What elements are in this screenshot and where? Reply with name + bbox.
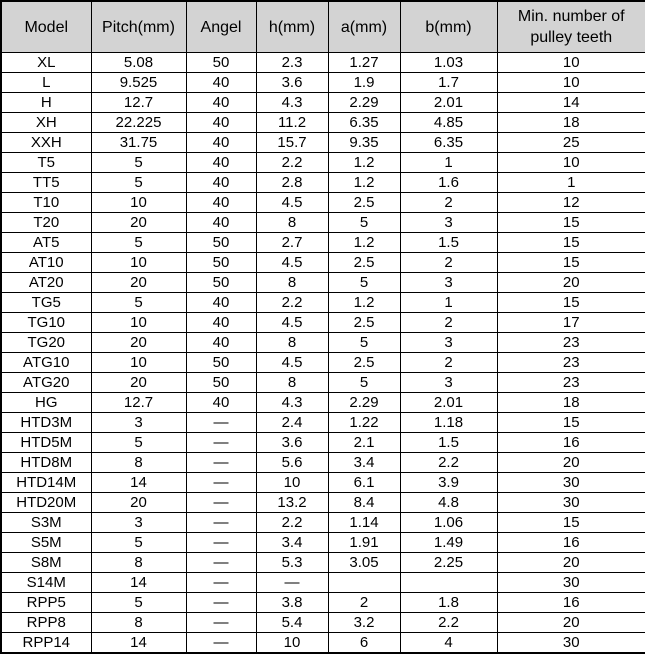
table-cell: — <box>186 493 256 513</box>
table-row <box>1 593 645 613</box>
table-row <box>1 53 645 73</box>
table-cell: 23 <box>497 353 645 373</box>
table-cell: TG10 <box>1 313 91 333</box>
table-cell: 10 <box>91 193 186 213</box>
table-cell: 5 <box>91 153 186 173</box>
header-a: a(mm) <box>328 1 400 53</box>
header-model: Model <box>1 1 91 53</box>
table-cell: 14 <box>91 633 186 654</box>
table-cell: RPP14 <box>1 633 91 654</box>
table-cell: 14 <box>91 473 186 493</box>
table-cell: 2.2 <box>256 153 328 173</box>
table-row <box>1 93 645 113</box>
table-cell: 20 <box>497 613 645 633</box>
table-cell: 4.5 <box>256 253 328 273</box>
table-cell: 14 <box>91 573 186 593</box>
table-cell: 1.2 <box>328 173 400 193</box>
table-cell: 20 <box>91 213 186 233</box>
table-cell: 3.2 <box>328 613 400 633</box>
header-min-teeth: Min. number of pulley teeth <box>497 1 645 53</box>
table-cell: 2 <box>400 353 497 373</box>
table-cell: 10 <box>256 633 328 654</box>
table-cell: — <box>186 553 256 573</box>
table-cell: 50 <box>186 53 256 73</box>
table-cell: T5 <box>1 153 91 173</box>
table-cell: 10 <box>497 73 645 93</box>
table-cell: 5 <box>328 333 400 353</box>
table-cell: 2.2 <box>256 513 328 533</box>
table-cell: — <box>186 453 256 473</box>
table-cell: 5 <box>91 433 186 453</box>
table-cell: 5.6 <box>256 453 328 473</box>
table-cell: S3M <box>1 513 91 533</box>
table-cell: 13.2 <box>256 493 328 513</box>
table-cell: 5 <box>91 533 186 553</box>
table-cell: 10 <box>497 153 645 173</box>
table-cell: 4.8 <box>400 493 497 513</box>
table-cell: 3.4 <box>328 453 400 473</box>
table-cell: 5 <box>328 213 400 233</box>
table-cell: 16 <box>497 433 645 453</box>
table-cell: 23 <box>497 373 645 393</box>
table-cell: 3 <box>91 513 186 533</box>
table-cell: H <box>1 93 91 113</box>
header-h: h(mm) <box>256 1 328 53</box>
table-cell: 30 <box>497 493 645 513</box>
table-cell: — <box>186 533 256 553</box>
table-cell: 40 <box>186 213 256 233</box>
table-cell: 10 <box>497 53 645 73</box>
table-cell: 40 <box>186 113 256 133</box>
table-cell: 2.25 <box>400 553 497 573</box>
table-cell: 2.2 <box>256 293 328 313</box>
table-cell: 2.01 <box>400 93 497 113</box>
table-cell: — <box>186 613 256 633</box>
table-cell: 18 <box>497 113 645 133</box>
table-cell: 1.2 <box>328 153 400 173</box>
table-row <box>1 553 645 573</box>
table-cell: 1.2 <box>328 233 400 253</box>
table-cell: 30 <box>497 573 645 593</box>
table-cell: 20 <box>91 333 186 353</box>
table-cell: 3.05 <box>328 553 400 573</box>
table-cell: 2.4 <box>256 413 328 433</box>
table-cell: 10 <box>91 353 186 373</box>
table-cell: 50 <box>186 273 256 293</box>
table-cell: AT5 <box>1 233 91 253</box>
table-cell: 6.1 <box>328 473 400 493</box>
table-row <box>1 533 645 553</box>
table-cell: — <box>186 633 256 654</box>
table-header <box>1 1 645 53</box>
table-cell: 15 <box>497 233 645 253</box>
table-cell: 2.3 <box>256 53 328 73</box>
table-cell: 2.5 <box>328 253 400 273</box>
table-cell: RPP5 <box>1 593 91 613</box>
table-cell: 4.5 <box>256 353 328 373</box>
header-pitch: Pitch(mm) <box>91 1 186 53</box>
table-cell: 8 <box>256 213 328 233</box>
table-cell: 3 <box>400 333 497 353</box>
table-row <box>1 133 645 153</box>
table-cell: 3.6 <box>256 433 328 453</box>
table-cell: 1.03 <box>400 53 497 73</box>
table-row <box>1 113 645 133</box>
table-cell: 4.5 <box>256 193 328 213</box>
table-cell: HTD20M <box>1 493 91 513</box>
table-cell: 4.85 <box>400 113 497 133</box>
table-cell: 8 <box>256 333 328 353</box>
table-cell: 20 <box>91 493 186 513</box>
table-cell: 4.3 <box>256 93 328 113</box>
table-cell: HTD14M <box>1 473 91 493</box>
header-row <box>1 1 645 53</box>
table-row <box>1 453 645 473</box>
table-row <box>1 573 645 593</box>
table-cell: 25 <box>497 133 645 153</box>
table-cell: 40 <box>186 393 256 413</box>
table-cell: ATG20 <box>1 373 91 393</box>
table-cell: S5M <box>1 533 91 553</box>
table-cell: 1 <box>400 293 497 313</box>
table-cell: 18 <box>497 393 645 413</box>
header-angle: Angel <box>186 1 256 53</box>
table-cell: 2 <box>328 593 400 613</box>
table-cell: 14 <box>497 93 645 113</box>
table-row <box>1 413 645 433</box>
table-cell: 12.7 <box>91 393 186 413</box>
table-cell: 16 <box>497 593 645 613</box>
table-cell: 8 <box>256 273 328 293</box>
table-cell: 12 <box>497 193 645 213</box>
table-cell: 2.7 <box>256 233 328 253</box>
table-cell: 10 <box>91 253 186 273</box>
table-cell: 12.7 <box>91 93 186 113</box>
table-cell: T20 <box>1 213 91 233</box>
table-cell: 5 <box>91 233 186 253</box>
table-cell: 2.29 <box>328 93 400 113</box>
table-cell: 50 <box>186 233 256 253</box>
table-cell: 2 <box>400 313 497 333</box>
table-cell: 5.08 <box>91 53 186 73</box>
table-cell: 11.2 <box>256 113 328 133</box>
table-cell: 2.01 <box>400 393 497 413</box>
table-cell: L <box>1 73 91 93</box>
table-cell: 8 <box>91 613 186 633</box>
table-cell: 5 <box>91 293 186 313</box>
table-cell: XH <box>1 113 91 133</box>
table-cell: 1.8 <box>400 593 497 613</box>
table-cell: 20 <box>91 373 186 393</box>
table-cell: 1.91 <box>328 533 400 553</box>
table-cell: 5.3 <box>256 553 328 573</box>
table-cell: TG5 <box>1 293 91 313</box>
table-cell: 8.4 <box>328 493 400 513</box>
table-cell: 20 <box>497 553 645 573</box>
table-row <box>1 473 645 493</box>
table-cell: 15 <box>497 213 645 233</box>
table-row <box>1 633 645 654</box>
table-cell: 50 <box>186 253 256 273</box>
table-cell: 40 <box>186 153 256 173</box>
table-row <box>1 333 645 353</box>
table-cell <box>328 573 400 593</box>
table-cell: 15 <box>497 253 645 273</box>
table-cell: 16 <box>497 533 645 553</box>
table-cell: 4.3 <box>256 393 328 413</box>
table-cell: 17 <box>497 313 645 333</box>
table-cell: 9.35 <box>328 133 400 153</box>
table-cell: 50 <box>186 373 256 393</box>
table-cell: — <box>186 593 256 613</box>
table-cell: 8 <box>256 373 328 393</box>
table-cell: 40 <box>186 133 256 153</box>
table-cell: 40 <box>186 73 256 93</box>
table-cell: 3 <box>400 273 497 293</box>
table-row <box>1 213 645 233</box>
table-row <box>1 233 645 253</box>
table-cell: 15 <box>497 293 645 313</box>
table-row <box>1 273 645 293</box>
table-cell: 40 <box>186 333 256 353</box>
table-cell: ATG10 <box>1 353 91 373</box>
table-cell: — <box>186 473 256 493</box>
table-row <box>1 493 645 513</box>
table-row <box>1 153 645 173</box>
table-cell: 22.225 <box>91 113 186 133</box>
table-cell: 1.22 <box>328 413 400 433</box>
table-cell: 3 <box>91 413 186 433</box>
table-cell: 5 <box>328 373 400 393</box>
table-cell: 3.4 <box>256 533 328 553</box>
table-cell: TG20 <box>1 333 91 353</box>
table-cell: 1.49 <box>400 533 497 553</box>
table-cell: 2.5 <box>328 353 400 373</box>
table-cell: 40 <box>186 293 256 313</box>
table-row <box>1 373 645 393</box>
table-cell: 15.7 <box>256 133 328 153</box>
table-cell: 6.35 <box>328 113 400 133</box>
table-row <box>1 193 645 213</box>
table-cell: 2.2 <box>400 453 497 473</box>
table-cell: 23 <box>497 333 645 353</box>
table-cell: 20 <box>91 273 186 293</box>
table-row <box>1 513 645 533</box>
table-cell: 2.2 <box>400 613 497 633</box>
table-body <box>1 53 645 654</box>
table-cell: 1.27 <box>328 53 400 73</box>
table-cell: 6 <box>328 633 400 654</box>
table-cell: 40 <box>186 93 256 113</box>
table-cell: 20 <box>497 273 645 293</box>
table-cell: — <box>186 513 256 533</box>
table-cell <box>400 573 497 593</box>
table-cell: 1.9 <box>328 73 400 93</box>
table-cell: 8 <box>91 453 186 473</box>
table-cell: 1.06 <box>400 513 497 533</box>
table-cell: HTD5M <box>1 433 91 453</box>
table-cell: 15 <box>497 513 645 533</box>
table-cell: 10 <box>91 313 186 333</box>
table-cell: 2.1 <box>328 433 400 453</box>
table-cell: 8 <box>91 553 186 573</box>
table-cell: — <box>186 433 256 453</box>
table-row <box>1 253 645 273</box>
table-row <box>1 433 645 453</box>
table-cell: 9.525 <box>91 73 186 93</box>
table-cell: 1.5 <box>400 233 497 253</box>
table-cell: 2.5 <box>328 193 400 213</box>
table-cell: 10 <box>256 473 328 493</box>
table-row <box>1 313 645 333</box>
table-cell: HTD8M <box>1 453 91 473</box>
table-cell: XL <box>1 53 91 73</box>
table-cell: 40 <box>186 313 256 333</box>
table-cell: 30 <box>497 473 645 493</box>
table-row <box>1 393 645 413</box>
table-cell: 6.35 <box>400 133 497 153</box>
table-cell: 3 <box>400 373 497 393</box>
table-cell: 1.5 <box>400 433 497 453</box>
table-cell: 3.6 <box>256 73 328 93</box>
table-cell: — <box>186 573 256 593</box>
table-cell: 40 <box>186 193 256 213</box>
table-cell: — <box>186 413 256 433</box>
table-cell: 1.7 <box>400 73 497 93</box>
table-cell: 50 <box>186 353 256 373</box>
table-cell: 5 <box>91 173 186 193</box>
table-cell: 4 <box>400 633 497 654</box>
table-row <box>1 73 645 93</box>
table-cell: 1.18 <box>400 413 497 433</box>
table-cell: 1 <box>400 153 497 173</box>
table-cell: 20 <box>497 453 645 473</box>
table-cell: 40 <box>186 173 256 193</box>
table-cell: RPP8 <box>1 613 91 633</box>
table-cell: 3.8 <box>256 593 328 613</box>
table-cell: 5 <box>91 593 186 613</box>
table-cell: 1 <box>497 173 645 193</box>
table-cell: 1.2 <box>328 293 400 313</box>
table-cell: 30 <box>497 633 645 654</box>
table-cell: HTD3M <box>1 413 91 433</box>
table-cell: HG <box>1 393 91 413</box>
table-cell: 15 <box>497 413 645 433</box>
table-cell: TT5 <box>1 173 91 193</box>
table-cell: 2.5 <box>328 313 400 333</box>
table-cell: XXH <box>1 133 91 153</box>
table-cell: 1.14 <box>328 513 400 533</box>
table-cell: 2 <box>400 193 497 213</box>
table-row <box>1 293 645 313</box>
table-row <box>1 613 645 633</box>
table-cell: 2 <box>400 253 497 273</box>
table-cell: AT20 <box>1 273 91 293</box>
table-cell: S14M <box>1 573 91 593</box>
table-cell: AT10 <box>1 253 91 273</box>
table-cell: S8M <box>1 553 91 573</box>
table-cell: — <box>256 573 328 593</box>
header-b: b(mm) <box>400 1 497 53</box>
table-row <box>1 353 645 373</box>
table-cell: 4.5 <box>256 313 328 333</box>
table-cell: T10 <box>1 193 91 213</box>
table-cell: 2.29 <box>328 393 400 413</box>
table-cell: 3 <box>400 213 497 233</box>
table-cell: 1.6 <box>400 173 497 193</box>
table-cell: 2.8 <box>256 173 328 193</box>
table-cell: 3.9 <box>400 473 497 493</box>
table-row <box>1 173 645 193</box>
table-cell: 5 <box>328 273 400 293</box>
table-cell: 31.75 <box>91 133 186 153</box>
table-cell: 5.4 <box>256 613 328 633</box>
